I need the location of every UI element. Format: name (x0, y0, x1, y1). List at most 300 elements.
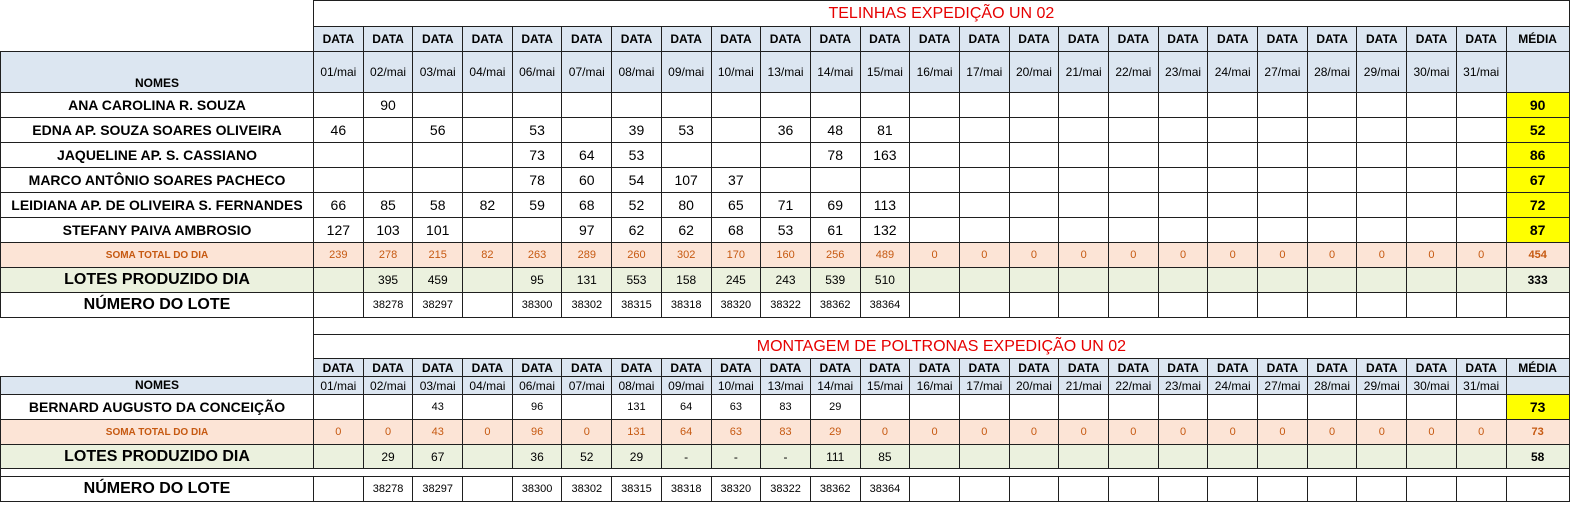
lotes-value-cell[interactable] (1456, 268, 1506, 293)
value-cell[interactable] (1009, 193, 1059, 218)
data-header-cell[interactable]: DATA (463, 27, 513, 52)
date-header-cell[interactable]: 07/mai (562, 377, 612, 395)
numero-value-cell[interactable] (1258, 477, 1308, 502)
soma-value-cell[interactable]: 170 (711, 243, 761, 268)
value-cell[interactable]: 85 (363, 193, 413, 218)
value-cell[interactable] (1158, 93, 1208, 118)
date-header-cell[interactable]: 31/mai (1456, 52, 1506, 93)
data-header-cell[interactable]: DATA (959, 359, 1009, 377)
numero-value-cell[interactable] (314, 477, 364, 502)
value-cell[interactable]: 66 (314, 193, 364, 218)
value-cell[interactable] (1158, 395, 1208, 420)
soma-value-cell[interactable]: 0 (1307, 420, 1357, 445)
lotes-value-cell[interactable] (1307, 268, 1357, 293)
numero-value-cell[interactable] (1059, 477, 1109, 502)
value-cell[interactable]: 37 (711, 168, 761, 193)
person-name-cell[interactable]: ANA CAROLINA R. SOUZA (1, 93, 314, 118)
value-cell[interactable]: 54 (612, 168, 662, 193)
data-header-cell[interactable]: DATA (1158, 359, 1208, 377)
data-header-cell[interactable]: DATA (711, 359, 761, 377)
lotes-value-cell[interactable] (463, 268, 513, 293)
numero-value-cell[interactable] (1009, 293, 1059, 318)
data-header-cell[interactable]: DATA (910, 27, 960, 52)
value-cell[interactable] (562, 93, 612, 118)
soma-value-cell[interactable]: 0 (1009, 420, 1059, 445)
soma-value-cell[interactable]: 0 (1258, 243, 1308, 268)
value-cell[interactable] (1407, 118, 1457, 143)
value-cell[interactable] (1357, 395, 1407, 420)
data-header-cell[interactable]: DATA (1407, 359, 1457, 377)
numero-value-cell[interactable] (1407, 293, 1457, 318)
value-cell[interactable] (661, 93, 711, 118)
numero-value-cell[interactable] (1407, 477, 1457, 502)
date-header-cell[interactable]: 22/mai (1109, 377, 1159, 395)
soma-value-cell[interactable]: 260 (612, 243, 662, 268)
soma-value-cell[interactable]: 0 (959, 420, 1009, 445)
soma-value-cell[interactable]: 0 (910, 420, 960, 445)
soma-value-cell[interactable]: 0 (910, 243, 960, 268)
date-header-cell[interactable]: 14/mai (810, 377, 860, 395)
value-cell[interactable] (1307, 218, 1357, 243)
value-cell[interactable] (1208, 193, 1258, 218)
value-cell[interactable] (1109, 168, 1159, 193)
lotes-value-cell[interactable] (959, 268, 1009, 293)
value-cell[interactable]: 64 (562, 143, 612, 168)
soma-value-cell[interactable]: 0 (1059, 243, 1109, 268)
numero-value-cell[interactable] (463, 293, 513, 318)
value-cell[interactable] (910, 218, 960, 243)
soma-value-cell[interactable]: 0 (1456, 420, 1506, 445)
media-header-cell[interactable]: MÉDIA (1506, 27, 1569, 52)
date-header-cell[interactable]: 21/mai (1059, 377, 1109, 395)
soma-value-cell[interactable]: 289 (562, 243, 612, 268)
date-header-cell[interactable]: 23/mai (1158, 52, 1208, 93)
value-cell[interactable] (1208, 395, 1258, 420)
value-cell[interactable]: 131 (612, 395, 662, 420)
value-cell[interactable]: 103 (363, 218, 413, 243)
lotes-value-cell[interactable]: 29 (612, 445, 662, 469)
date-header-cell[interactable]: 24/mai (1208, 52, 1258, 93)
lotes-media-cell[interactable]: 58 (1506, 445, 1569, 469)
value-cell[interactable] (1009, 168, 1059, 193)
value-cell[interactable] (959, 143, 1009, 168)
soma-value-cell[interactable]: 83 (761, 420, 811, 445)
lotes-value-cell[interactable]: 85 (860, 445, 910, 469)
numero-value-cell[interactable]: 38278 (363, 477, 413, 502)
data-header-cell[interactable]: DATA (413, 359, 463, 377)
value-cell[interactable] (1258, 193, 1308, 218)
data-header-cell[interactable]: DATA (910, 359, 960, 377)
value-cell[interactable]: 82 (463, 193, 513, 218)
value-cell[interactable] (1158, 193, 1208, 218)
value-cell[interactable] (562, 395, 612, 420)
soma-value-cell[interactable]: 0 (1208, 420, 1258, 445)
data-header-cell[interactable]: DATA (1158, 27, 1208, 52)
lotes-value-cell[interactable]: 95 (512, 268, 562, 293)
value-cell[interactable] (314, 168, 364, 193)
value-cell[interactable] (1208, 168, 1258, 193)
value-cell[interactable] (1059, 93, 1109, 118)
date-header-cell[interactable]: 01/mai (314, 52, 364, 93)
value-cell[interactable]: 101 (413, 218, 463, 243)
soma-value-cell[interactable]: 0 (1208, 243, 1258, 268)
lotes-value-cell[interactable] (1307, 445, 1357, 469)
value-cell[interactable]: 83 (761, 395, 811, 420)
lotes-label-cell[interactable]: LOTES PRODUZIDO DIA (1, 268, 314, 293)
value-cell[interactable] (761, 168, 811, 193)
soma-value-cell[interactable]: 29 (810, 420, 860, 445)
value-cell[interactable] (1109, 218, 1159, 243)
media-cell[interactable]: 86 (1506, 143, 1569, 168)
value-cell[interactable] (1109, 93, 1159, 118)
media-cell[interactable]: 72 (1506, 193, 1569, 218)
value-cell[interactable]: 90 (363, 93, 413, 118)
value-cell[interactable] (1258, 118, 1308, 143)
value-cell[interactable] (1456, 143, 1506, 168)
data-header-cell[interactable]: DATA (661, 359, 711, 377)
lotes-value-cell[interactable] (1258, 445, 1308, 469)
lotes-value-cell[interactable] (314, 268, 364, 293)
soma-value-cell[interactable]: 239 (314, 243, 364, 268)
value-cell[interactable] (1456, 118, 1506, 143)
numero-media-blank[interactable] (1506, 293, 1569, 318)
data-header-cell[interactable]: DATA (1357, 27, 1407, 52)
lotes-value-cell[interactable]: 131 (562, 268, 612, 293)
value-cell[interactable] (1407, 395, 1457, 420)
value-cell[interactable] (711, 118, 761, 143)
lotes-value-cell[interactable]: - (711, 445, 761, 469)
soma-value-cell[interactable]: 0 (1456, 243, 1506, 268)
data-header-cell[interactable]: DATA (1456, 359, 1506, 377)
date-header-cell[interactable]: 16/mai (910, 52, 960, 93)
value-cell[interactable] (1109, 395, 1159, 420)
value-cell[interactable]: 127 (314, 218, 364, 243)
lotes-value-cell[interactable]: 395 (363, 268, 413, 293)
media-cell[interactable]: 73 (1506, 395, 1569, 420)
value-cell[interactable] (1307, 395, 1357, 420)
gap-cell[interactable] (314, 318, 1570, 335)
data-header-cell[interactable]: DATA (959, 27, 1009, 52)
data-header-cell[interactable]: DATA (1307, 359, 1357, 377)
date-header-cell[interactable]: 13/mai (761, 377, 811, 395)
value-cell[interactable] (1109, 143, 1159, 168)
value-cell[interactable]: 62 (661, 218, 711, 243)
data-header-cell[interactable]: DATA (1109, 27, 1159, 52)
soma-label-cell[interactable]: SOMA TOTAL DO DIA (1, 420, 314, 445)
value-cell[interactable] (910, 168, 960, 193)
value-cell[interactable] (463, 143, 513, 168)
s2-section-title[interactable]: MONTAGEM DE POLTRONAS EXPEDIÇÃO UN 02 (314, 335, 1570, 359)
soma-value-cell[interactable]: 0 (1009, 243, 1059, 268)
value-cell[interactable]: 163 (860, 143, 910, 168)
lotes-value-cell[interactable] (1456, 445, 1506, 469)
data-header-cell[interactable]: DATA (761, 27, 811, 52)
lotes-value-cell[interactable] (1059, 445, 1109, 469)
numero-value-cell[interactable] (1208, 477, 1258, 502)
soma-value-cell[interactable]: 489 (860, 243, 910, 268)
value-cell[interactable]: 53 (661, 118, 711, 143)
value-cell[interactable] (1357, 218, 1407, 243)
data-header-cell[interactable]: DATA (1109, 359, 1159, 377)
numero-value-cell[interactable]: 38364 (860, 477, 910, 502)
value-cell[interactable] (463, 395, 513, 420)
value-cell[interactable]: 68 (711, 218, 761, 243)
person-name-cell[interactable]: MARCO ANTÔNIO SOARES PACHECO (1, 168, 314, 193)
data-header-cell[interactable]: DATA (512, 359, 562, 377)
lotes-value-cell[interactable] (1009, 268, 1059, 293)
lotes-value-cell[interactable] (1009, 445, 1059, 469)
value-cell[interactable]: 113 (860, 193, 910, 218)
person-name-cell[interactable]: JAQUELINE AP. S. CASSIANO (1, 143, 314, 168)
media-header-blank[interactable] (1506, 377, 1569, 395)
lotes-value-cell[interactable]: 510 (860, 268, 910, 293)
value-cell[interactable] (463, 93, 513, 118)
value-cell[interactable] (910, 193, 960, 218)
value-cell[interactable]: 29 (810, 395, 860, 420)
value-cell[interactable]: 43 (413, 395, 463, 420)
date-header-cell[interactable]: 20/mai (1009, 377, 1059, 395)
value-cell[interactable]: 56 (413, 118, 463, 143)
value-cell[interactable] (363, 168, 413, 193)
value-cell[interactable] (910, 118, 960, 143)
value-cell[interactable] (363, 118, 413, 143)
value-cell[interactable]: 97 (562, 218, 612, 243)
soma-media-cell[interactable]: 454 (1506, 243, 1569, 268)
soma-value-cell[interactable]: 131 (612, 420, 662, 445)
value-cell[interactable] (1307, 143, 1357, 168)
data-header-cell[interactable]: DATA (860, 27, 910, 52)
soma-value-cell[interactable]: 0 (860, 420, 910, 445)
lotes-value-cell[interactable]: 553 (612, 268, 662, 293)
date-header-cell[interactable]: 27/mai (1258, 377, 1308, 395)
value-cell[interactable]: 58 (413, 193, 463, 218)
date-header-cell[interactable]: 16/mai (910, 377, 960, 395)
numero-value-cell[interactable]: 38318 (661, 477, 711, 502)
lotes-value-cell[interactable]: 158 (661, 268, 711, 293)
value-cell[interactable]: 78 (512, 168, 562, 193)
lotes-value-cell[interactable]: 111 (810, 445, 860, 469)
value-cell[interactable]: 73 (512, 143, 562, 168)
soma-value-cell[interactable]: 0 (1158, 420, 1208, 445)
numero-value-cell[interactable] (1208, 293, 1258, 318)
date-header-cell[interactable]: 09/mai (661, 52, 711, 93)
lotes-value-cell[interactable] (959, 445, 1009, 469)
value-cell[interactable] (910, 93, 960, 118)
data-header-cell[interactable]: DATA (1258, 27, 1308, 52)
numero-value-cell[interactable] (463, 477, 513, 502)
value-cell[interactable] (463, 218, 513, 243)
numero-value-cell[interactable] (1307, 293, 1357, 318)
value-cell[interactable] (314, 143, 364, 168)
data-header-cell[interactable]: DATA (1357, 359, 1407, 377)
lotes-value-cell[interactable]: 52 (562, 445, 612, 469)
date-header-cell[interactable]: 28/mai (1307, 52, 1357, 93)
lotes-value-cell[interactable] (910, 445, 960, 469)
date-header-cell[interactable]: 02/mai (363, 377, 413, 395)
lotes-value-cell[interactable]: 539 (810, 268, 860, 293)
soma-value-cell[interactable]: 278 (363, 243, 413, 268)
lotes-value-cell[interactable] (1258, 268, 1308, 293)
lotes-value-cell[interactable] (1208, 445, 1258, 469)
numero-value-cell[interactable] (1258, 293, 1308, 318)
numero-label-cell[interactable]: NÚMERO DO LOTE (1, 293, 314, 318)
date-header-cell[interactable]: 10/mai (711, 377, 761, 395)
numero-value-cell[interactable] (1158, 477, 1208, 502)
s1-section-title[interactable]: TELINHAS EXPEDIÇÃO UN 02 (314, 1, 1570, 27)
value-cell[interactable]: 65 (711, 193, 761, 218)
soma-value-cell[interactable]: 0 (1407, 420, 1457, 445)
value-cell[interactable] (1059, 193, 1109, 218)
data-header-cell[interactable]: DATA (810, 27, 860, 52)
lotes-value-cell[interactable] (1109, 445, 1159, 469)
value-cell[interactable] (1258, 218, 1308, 243)
value-cell[interactable]: 81 (860, 118, 910, 143)
lotes-value-cell[interactable]: - (661, 445, 711, 469)
value-cell[interactable] (413, 168, 463, 193)
value-cell[interactable]: 62 (612, 218, 662, 243)
soma-value-cell[interactable]: 256 (810, 243, 860, 268)
data-header-cell[interactable]: DATA (562, 359, 612, 377)
value-cell[interactable] (910, 395, 960, 420)
value-cell[interactable] (1307, 193, 1357, 218)
date-header-cell[interactable]: 03/mai (413, 52, 463, 93)
date-header-cell[interactable]: 13/mai (761, 52, 811, 93)
value-cell[interactable]: 61 (810, 218, 860, 243)
gap-left-cell[interactable] (1, 318, 314, 335)
soma-media-cell[interactable]: 73 (1506, 420, 1569, 445)
soma-value-cell[interactable]: 0 (562, 420, 612, 445)
person-name-cell[interactable]: EDNA AP. SOUZA SOARES OLIVEIRA (1, 118, 314, 143)
value-cell[interactable] (761, 143, 811, 168)
value-cell[interactable]: 36 (761, 118, 811, 143)
lotes-value-cell[interactable]: - (761, 445, 811, 469)
numero-media-blank[interactable] (1506, 477, 1569, 502)
date-header-cell[interactable]: 10/mai (711, 52, 761, 93)
numero-value-cell[interactable]: 38320 (711, 477, 761, 502)
value-cell[interactable] (1059, 143, 1109, 168)
numero-value-cell[interactable]: 38297 (413, 293, 463, 318)
soma-value-cell[interactable]: 0 (1407, 243, 1457, 268)
soma-value-cell[interactable]: 0 (1109, 420, 1159, 445)
numero-value-cell[interactable]: 38278 (363, 293, 413, 318)
nomes-header-cell[interactable]: NOMES (1, 377, 314, 395)
value-cell[interactable] (1258, 93, 1308, 118)
date-header-cell[interactable]: 15/mai (860, 377, 910, 395)
soma-value-cell[interactable]: 0 (463, 420, 513, 445)
value-cell[interactable] (413, 143, 463, 168)
value-cell[interactable]: 80 (661, 193, 711, 218)
header-blank-cell[interactable] (1, 359, 314, 377)
date-header-cell[interactable]: 04/mai (463, 52, 513, 93)
person-name-cell[interactable]: STEFANY PAIVA AMBROSIO (1, 218, 314, 243)
value-cell[interactable] (1258, 168, 1308, 193)
value-cell[interactable] (810, 168, 860, 193)
media-header-cell[interactable]: MÉDIA (1506, 359, 1569, 377)
lotes-value-cell[interactable] (1407, 268, 1457, 293)
data-header-cell[interactable]: DATA (612, 359, 662, 377)
value-cell[interactable] (314, 395, 364, 420)
value-cell[interactable] (711, 143, 761, 168)
value-cell[interactable] (959, 168, 1009, 193)
value-cell[interactable] (1456, 193, 1506, 218)
numero-value-cell[interactable]: 38362 (810, 293, 860, 318)
value-cell[interactable] (1407, 143, 1457, 168)
soma-value-cell[interactable]: 160 (761, 243, 811, 268)
numero-value-cell[interactable] (910, 477, 960, 502)
numero-value-cell[interactable]: 38364 (860, 293, 910, 318)
data-header-cell[interactable]: DATA (1307, 27, 1357, 52)
value-cell[interactable] (363, 395, 413, 420)
lotes-value-cell[interactable]: 243 (761, 268, 811, 293)
date-header-cell[interactable]: 03/mai (413, 377, 463, 395)
value-cell[interactable] (413, 93, 463, 118)
value-cell[interactable] (1009, 395, 1059, 420)
data-header-cell[interactable]: DATA (1059, 27, 1109, 52)
soma-value-cell[interactable]: 82 (463, 243, 513, 268)
value-cell[interactable] (661, 143, 711, 168)
lotes-value-cell[interactable]: 459 (413, 268, 463, 293)
soma-value-cell[interactable]: 215 (413, 243, 463, 268)
numero-value-cell[interactable]: 38322 (761, 293, 811, 318)
value-cell[interactable] (1407, 93, 1457, 118)
soma-value-cell[interactable]: 0 (1357, 420, 1407, 445)
soma-value-cell[interactable]: 263 (512, 243, 562, 268)
date-header-cell[interactable]: 21/mai (1059, 52, 1109, 93)
value-cell[interactable] (910, 143, 960, 168)
numero-value-cell[interactable]: 38302 (562, 477, 612, 502)
soma-value-cell[interactable]: 43 (413, 420, 463, 445)
value-cell[interactable]: 48 (810, 118, 860, 143)
numero-value-cell[interactable] (1456, 293, 1506, 318)
numero-value-cell[interactable] (1158, 293, 1208, 318)
numero-value-cell[interactable]: 38320 (711, 293, 761, 318)
date-header-cell[interactable]: 30/mai (1407, 52, 1457, 93)
date-header-cell[interactable]: 09/mai (661, 377, 711, 395)
data-header-cell[interactable]: DATA (363, 27, 413, 52)
data-header-cell[interactable]: DATA (1009, 359, 1059, 377)
numero-value-cell[interactable]: 38318 (661, 293, 711, 318)
numero-value-cell[interactable]: 38362 (810, 477, 860, 502)
numero-value-cell[interactable] (1357, 477, 1407, 502)
lotes-value-cell[interactable] (910, 268, 960, 293)
numero-value-cell[interactable] (959, 293, 1009, 318)
value-cell[interactable] (761, 93, 811, 118)
value-cell[interactable] (1009, 93, 1059, 118)
value-cell[interactable]: 53 (612, 143, 662, 168)
person-name-cell[interactable]: BERNARD AUGUSTO DA CONCEIÇÃO (1, 395, 314, 420)
date-header-cell[interactable]: 07/mai (562, 52, 612, 93)
lotes-value-cell[interactable] (1059, 268, 1109, 293)
value-cell[interactable] (860, 93, 910, 118)
soma-value-cell[interactable]: 0 (1357, 243, 1407, 268)
value-cell[interactable] (612, 93, 662, 118)
date-header-cell[interactable]: 24/mai (1208, 377, 1258, 395)
numero-value-cell[interactable]: 38300 (512, 293, 562, 318)
value-cell[interactable]: 78 (810, 143, 860, 168)
data-header-cell[interactable]: DATA (562, 27, 612, 52)
date-header-cell[interactable]: 14/mai (810, 52, 860, 93)
data-header-cell[interactable]: DATA (1407, 27, 1457, 52)
data-header-cell[interactable]: DATA (512, 27, 562, 52)
numero-value-cell[interactable] (1009, 477, 1059, 502)
value-cell[interactable] (1208, 143, 1258, 168)
value-cell[interactable] (1407, 218, 1457, 243)
value-cell[interactable]: 53 (512, 118, 562, 143)
date-header-cell[interactable]: 31/mai (1456, 377, 1506, 395)
data-header-cell[interactable]: DATA (1009, 27, 1059, 52)
date-header-cell[interactable]: 23/mai (1158, 377, 1208, 395)
soma-value-cell[interactable]: 0 (959, 243, 1009, 268)
